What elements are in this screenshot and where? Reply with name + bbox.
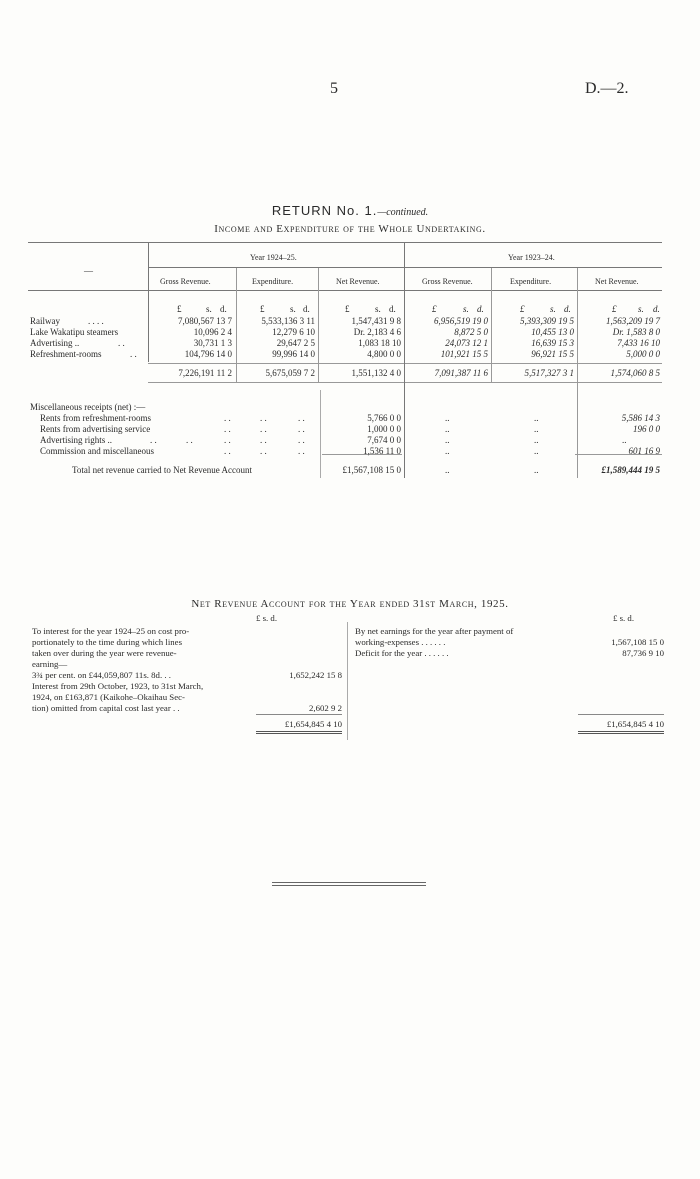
col-header-net-a: Net Revenue. [336,277,380,286]
row-label: Advertising .. [30,338,80,348]
row-label: Total net revenue carried to Net Revenue Account [72,465,253,475]
row-label: Advertising rights .. [40,435,112,445]
credit-total: £1,654,845 4 10 [606,719,664,729]
credit-line: working-expenses . . . . . . [355,637,446,647]
debit-line: taken over during the year were revenue- [32,648,177,658]
debit-total: £1,654,845 4 10 [284,719,342,729]
page-number: 5 [330,80,338,97]
row-label: Refreshment-rooms [30,349,102,359]
left-units: £ s. d. [256,613,278,623]
year-b-header: Year 1923–24. [508,253,555,262]
debit-line: Interest from 29th October, 1923, to 31st March, [32,681,204,691]
return-title [0,203,700,219]
debit-line: 3¾ per cent. on £44,059,807 11s. 8d. . . [32,670,171,680]
debit-line: earning— [32,659,68,669]
credit-line: By net earnings for the year after payment of [355,626,514,636]
debit-line: tion) omitted from capital cost last year . . [32,703,180,713]
misc-heading: Miscellaneous receipts (net) :— [30,402,146,412]
net-revenue-account-title: Net Revenue Account for the Year ended 31st March, 1925. [191,598,509,610]
col-header-net-b: Net Revenue. [595,277,639,286]
debit-line: portionately to the time during which lines [32,637,183,647]
debit-line: To interest for the year 1924–25 on cost pro- [32,626,190,636]
row-label: Rents from advertising service [40,424,151,434]
credit-amount: 87,736 9 10 [622,648,664,658]
debit-amount: 1,652,242 15 8 [289,670,342,680]
row-label: Lake Wakatipu steamers [30,327,119,337]
col-header-gross-b: Gross Revenue. [422,277,473,286]
stub-header: — [84,266,93,276]
year-a-header: Year 1924–25. [250,253,297,262]
return-title-main: RETURN No. 1. [271,203,378,218]
row-label: Railway [30,316,60,326]
col-header-exp-a: Expenditure. [252,277,294,286]
document-code: D.—2. [585,80,629,97]
col-header-gross-a: Gross Revenue. [160,277,211,286]
col-header-exp-b: Expenditure. [510,277,552,286]
debit-amount: 2,602 9 2 [309,703,342,713]
row-label: Commission and miscellaneous [40,446,154,456]
credit-amount: 1,567,108 15 0 [611,637,664,647]
credit-line: Deficit for the year . . . . . . [355,648,449,658]
right-units: £ s. d. [613,613,635,623]
row-label: Rents from refreshment-rooms [40,413,151,423]
debit-line: 1924, on £163,871 (Kaikohe–Okaihau Sec- [32,692,185,702]
return-title-continued: —continued. [377,207,429,218]
income-table-title: Income and Expenditure of the Whole Undertaking. [214,223,486,235]
